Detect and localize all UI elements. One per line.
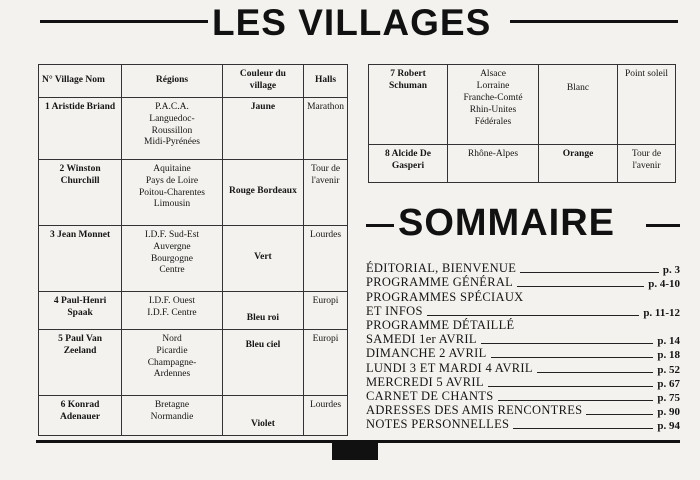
village-regions: Nord Picardie Champagne- Ardennes bbox=[122, 329, 223, 395]
table-row bbox=[39, 225, 348, 291]
village-halls: Lourdes bbox=[304, 395, 348, 435]
village-name: 5 Paul Van Zeeland bbox=[39, 329, 122, 395]
toc-item bbox=[366, 262, 680, 276]
village-name: 7 Robert Schuman bbox=[369, 65, 448, 145]
toc-label: PROGRAMMES SPÉCIAUX bbox=[366, 289, 524, 304]
toc-item bbox=[366, 404, 680, 418]
toc-item bbox=[366, 347, 680, 361]
table-row bbox=[39, 159, 348, 225]
toc-leader bbox=[488, 386, 654, 387]
table-row bbox=[39, 97, 348, 159]
header-regions: Régions bbox=[122, 65, 223, 98]
toc-leader bbox=[537, 372, 654, 373]
villages-table-left bbox=[38, 64, 348, 436]
toc-label: DIMANCHE 2 AVRIL bbox=[366, 346, 487, 361]
village-regions: Bretagne Normandie bbox=[122, 395, 223, 435]
header-halls: Halls bbox=[304, 65, 348, 98]
village-name: 3 Jean Monnet bbox=[39, 225, 122, 291]
toc-leader bbox=[513, 428, 653, 429]
toc-page: p. 75 bbox=[657, 391, 680, 404]
table-row bbox=[369, 65, 676, 145]
title-rule-right bbox=[510, 20, 678, 23]
sommaire-title: SOMMAIRE bbox=[398, 202, 615, 244]
table-row bbox=[39, 329, 348, 395]
village-color: Jaune bbox=[222, 97, 303, 159]
toc-leader bbox=[498, 400, 654, 401]
village-name: 6 Konrad Adenauer bbox=[39, 395, 122, 435]
toc-item bbox=[366, 319, 680, 333]
village-name: 2 Winston Churchill bbox=[39, 159, 122, 225]
village-color: Bleu roi bbox=[222, 291, 303, 329]
village-regions: Aquitaine Pays de Loire Poitou-Charentes Limousin bbox=[122, 159, 223, 225]
village-halls: Lourdes bbox=[304, 225, 348, 291]
toc-item bbox=[366, 418, 680, 432]
village-name: 1 Aristide Briand bbox=[39, 97, 122, 159]
toc-page: p. 52 bbox=[657, 363, 680, 376]
bottom-block bbox=[332, 440, 378, 460]
sommaire-rule-left bbox=[366, 224, 394, 227]
toc-label: ADRESSES DES AMIS RENCONTRES bbox=[366, 403, 583, 418]
toc-label: SAMEDI 1er AVRIL bbox=[366, 332, 477, 347]
village-name: 8 Alcide De Gasperi bbox=[369, 145, 448, 183]
toc-label: NOTES PERSONNELLES bbox=[366, 417, 510, 432]
toc-label: MERCREDI 5 AVRIL bbox=[366, 374, 484, 389]
village-color: Blanc bbox=[539, 65, 618, 145]
header-village-name: N° Village Nom bbox=[39, 65, 122, 98]
village-color: Violet bbox=[222, 395, 303, 435]
village-halls: Tour de l'avenir bbox=[304, 159, 348, 225]
toc-leader bbox=[427, 315, 640, 316]
toc-label: LUNDI 3 ET MARDI 4 AVRIL bbox=[366, 360, 533, 375]
toc-label: CARNET DE CHANTS bbox=[366, 388, 494, 403]
toc-page: p. 90 bbox=[657, 406, 680, 419]
village-regions: Alsace Lorraine Franche-Comté Rhin-Unites Fédérales bbox=[448, 65, 539, 145]
table-row bbox=[39, 291, 348, 329]
toc-page: p. 18 bbox=[657, 349, 680, 362]
table-row bbox=[369, 145, 676, 183]
toc-item bbox=[366, 390, 680, 404]
village-regions: P.A.C.A. Languedoc- Roussillon Midi-Pyrénées bbox=[122, 97, 223, 159]
sommaire-list bbox=[366, 262, 680, 432]
village-halls: Point soleil bbox=[618, 65, 676, 145]
village-color: Orange bbox=[539, 145, 618, 183]
toc-leader bbox=[481, 343, 654, 344]
toc-label: ET INFOS bbox=[366, 303, 423, 318]
toc-page: p. 3 bbox=[662, 264, 680, 277]
toc-label: ÉDITORIAL, BIENVENUE bbox=[366, 261, 517, 276]
toc-item bbox=[366, 276, 680, 290]
table-row bbox=[39, 395, 348, 435]
toc-page: p. 11-12 bbox=[643, 306, 680, 319]
table-header-row bbox=[39, 65, 348, 98]
village-halls: Marathon bbox=[304, 97, 348, 159]
toc-item bbox=[366, 333, 680, 347]
toc-label: PROGRAMME DÉTAILLÉ bbox=[366, 317, 515, 332]
toc-leader bbox=[491, 357, 654, 358]
village-name: 4 Paul-Henri Spaak bbox=[39, 291, 122, 329]
toc-page: p. 94 bbox=[657, 420, 680, 433]
village-halls: Europi bbox=[304, 291, 348, 329]
village-regions: I.D.F. Sud-Est Auvergne Bourgogne Centre bbox=[122, 225, 223, 291]
village-color: Rouge Bordeaux bbox=[222, 159, 303, 225]
toc-item bbox=[366, 376, 680, 390]
village-regions: I.D.F. Ouest I.D.F. Centre bbox=[122, 291, 223, 329]
header-village-color: Couleur du village bbox=[222, 65, 303, 98]
toc-item bbox=[366, 305, 680, 319]
village-halls: Europi bbox=[304, 329, 348, 395]
villages-table-right bbox=[368, 64, 676, 183]
toc-item bbox=[366, 361, 680, 375]
toc-item bbox=[366, 290, 680, 304]
toc-leader bbox=[517, 286, 644, 287]
title-rule-left bbox=[40, 20, 208, 23]
toc-page: p. 4-10 bbox=[648, 278, 680, 291]
village-color: Vert bbox=[222, 225, 303, 291]
sommaire-rule-right bbox=[646, 224, 680, 227]
toc-label: PROGRAMME GÉNÉRAL bbox=[366, 275, 514, 290]
toc-page: p. 67 bbox=[657, 377, 680, 390]
village-regions: Rhône-Alpes bbox=[448, 145, 539, 183]
toc-page: p. 14 bbox=[657, 335, 680, 348]
toc-leader bbox=[586, 414, 653, 415]
toc-leader bbox=[520, 272, 659, 273]
village-color: Bleu ciel bbox=[222, 329, 303, 395]
village-halls: Tour de l'avenir bbox=[618, 145, 676, 183]
villages-title: LES VILLAGES bbox=[212, 2, 492, 43]
